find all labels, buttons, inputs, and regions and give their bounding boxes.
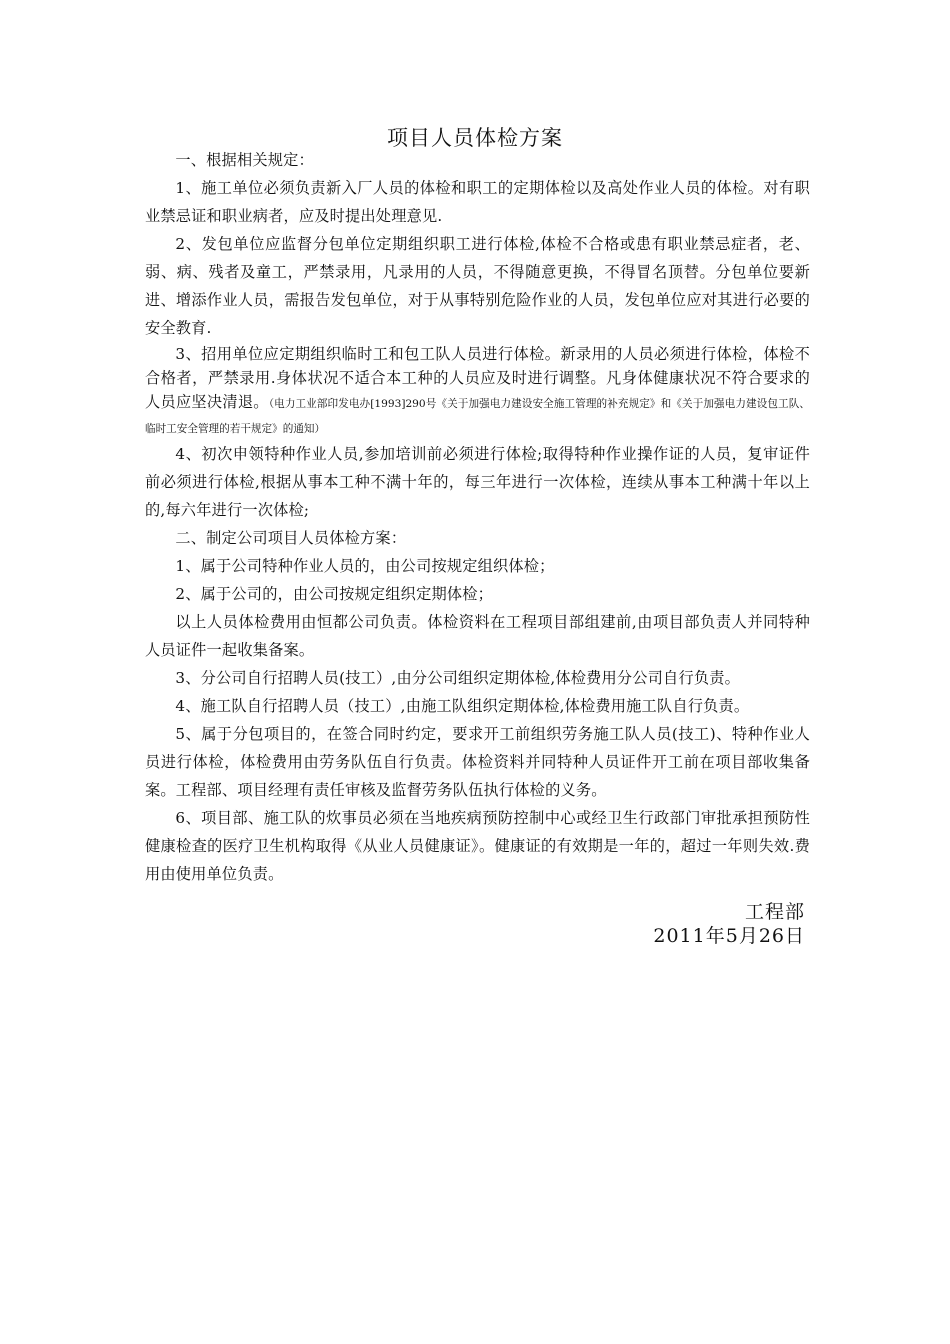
paragraph-1-4: 4、初次申领特种作业人员,参加培训前必须进行体检;取得特种作业操作证的人员，复审证件前必须进行体检,根据从事本工种不满十年的，每三年进行一次体检，连续从事本工种满十年以上的,每六年进行一次体检; — [145, 445, 810, 519]
document-title: 项目人员体检方案 — [387, 126, 563, 150]
paragraph-2-1: 1、属于公司特种作业人员的，由公司按规定组织体检； — [175, 557, 555, 575]
paragraph-2-4: 4、施工队自行招聘人员（技工）,由施工队组织定期体检,体检费用施工队自行负责。 — [175, 697, 750, 715]
section-heading-2: 二、制定公司项目人员体检方案： — [175, 529, 407, 547]
document-body — [145, 146, 810, 888]
paragraph-1-3 — [145, 342, 810, 440]
section-heading-1: 一、根据相关规定： — [175, 151, 314, 169]
paragraph-2-2: 2、属于公司的，由公司按规定组织定期体检； — [175, 585, 494, 603]
paragraph-1-1: 1、施工单位必须负责新入厂人员的体检和职工的定期体检以及高处作业人员的体检。对有职业禁忌证和职业病者，应及时提出处理意见. — [145, 179, 810, 225]
signature-date: 2011年5月26日 — [653, 925, 805, 947]
regulation-note: （电力工业部印发电办[1993]290号《关于加强电力建设安全施工管理的补充规定》和《关于加强电力建设包工队、临时工安全管理的若干规定》的通知） — [145, 398, 810, 435]
paragraph-1-2: 2、发包单位应监督分包单位定期组织职工进行体检,体检不合格或患有职业禁忌症者，老、弱、病、残者及童工，严禁录用，凡录用的人员，不得随意更换，不得冒名顶替。分包单位要新进、增添作业人员，需报告发包单位，对于从事特别危险作业的人员，发包单位应对其进行必要的安全教育. — [145, 235, 810, 337]
signature-department: 工程部 — [744, 901, 805, 923]
paragraph-1-3-text: 3、招用单位应定期组织临时工和包工队人员进行体检。新录用的人员必须进行体检，体检不合格者，严禁录用.身体状况不适合本工种的人员应及时进行调整。凡身体健康状况不符合要求的人员应坚决清退。 — [145, 345, 810, 411]
paragraph-2-6: 6、项目部、施工队的炊事员必须在当地疾病预防控制中心或经卫生行政部门审批承担预防性健康检查的医疗卫生机构取得《从业人员健康证》。健康证的有效期是一年的，超过一年则失效.费用由使用单位负责。 — [145, 809, 810, 883]
paragraph-2-3: 3、分公司自行招聘人员(技工）,由分公司组织定期体检,体检费用分公司自行负责。 — [175, 669, 740, 687]
paragraph-2-5: 5、属于分包项目的，在签合同时约定，要求开工前组织劳务施工队人员(技工)、特种作业人员进行体检，体检费用由劳务队伍自行负责。体检资料并同特种人员证件开工前在项目部收集备案。工程部、项目经理有责任审核及监督劳务队伍执行体检的义务。 — [145, 725, 810, 799]
paragraph-2-cost: 以上人员体检费用由恒都公司负责。体检资料在工程项目部组建前,由项目部负责人并同特种人员证件一起收集备案。 — [145, 613, 810, 659]
